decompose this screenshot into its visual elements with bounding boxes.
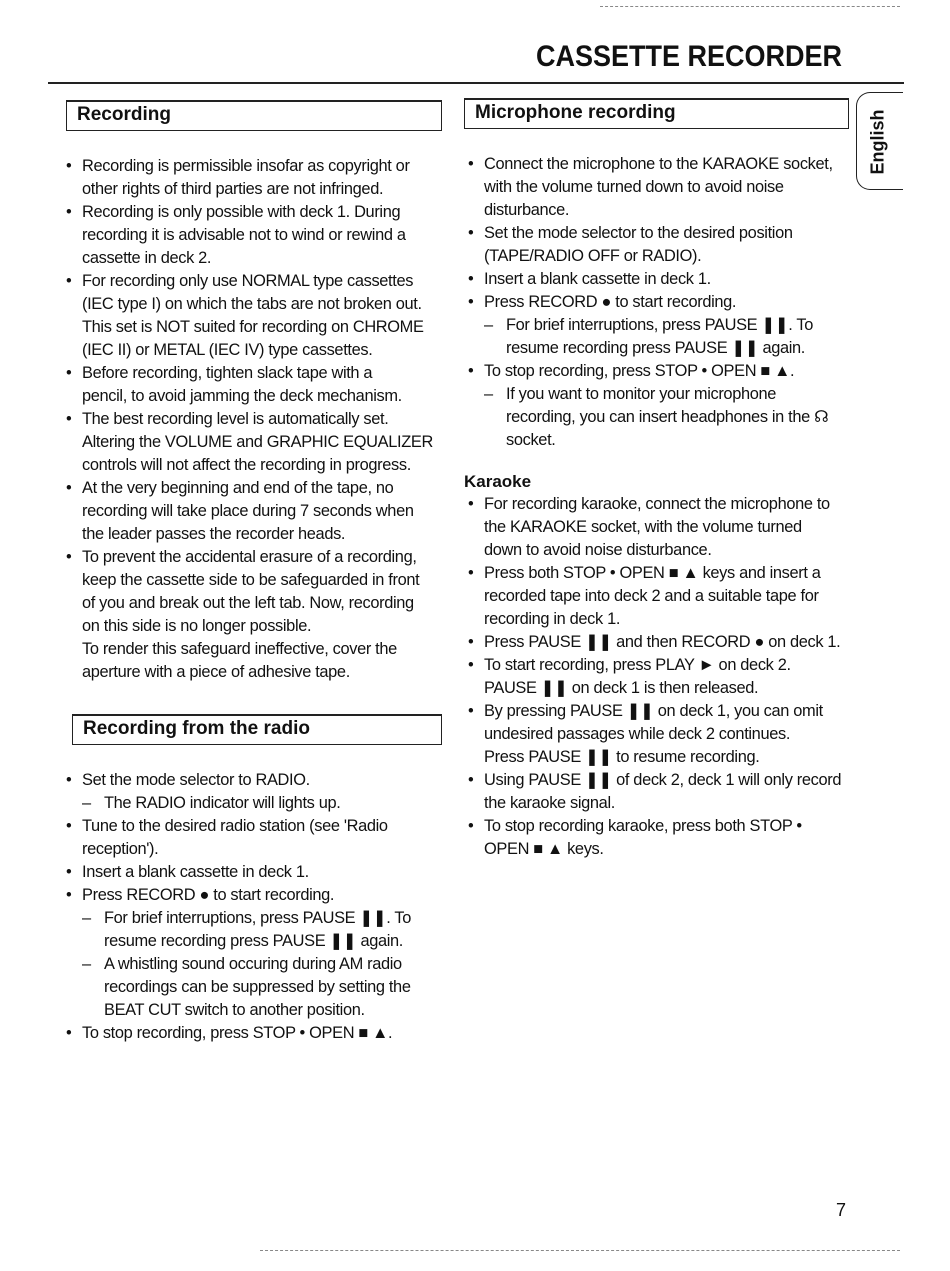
list-item: • To start recording, press PLAY ► on deck 2. PAUSE ❚❚ on deck 1 is then released. [464,654,849,700]
sub-item: – If you want to monitor your microphone recording, you can insert headphones in the ☊ socket. [484,385,829,449]
list-item: • Press both STOP • OPEN ■ ▲ keys and insert a recorded tape into deck 2 and a suitable tape for recording in deck 1. [464,562,849,631]
list-item: • To prevent the accidental erasure of a recording, keep the cassette side to be safeguarded in front of you and break out the left tab. Now, recording on this side is no longer possible. To render this safeguard ineffective, cover the aperture with a piece of adhesive tape. [62,546,442,684]
scan-artifact-bottom [260,1250,900,1251]
sub-item: – A whistling sound occuring during AM radio recordings can be suppressed by setting the BEAT CUT switch to another position. [82,955,411,1019]
list-item: • Press PAUSE ❚❚ and then RECORD ● on deck 1. [464,631,849,654]
list-item: • By pressing PAUSE ❚❚ on deck 1, you can omit undesired passages while deck 2 continues. Press PAUSE ❚❚ to resume recording. [464,700,849,769]
list-item: • For recording karaoke, connect the microphone to the KARAOKE socket, with the volume turned down to avoid noise disturbance. [464,493,849,562]
sub-item: – The RADIO indicator will lights up. [82,794,341,812]
right-column [464,98,849,861]
microphone-heading: Microphone recording [464,98,849,129]
list-item: • Before recording, tighten slack tape with a pencil, to avoid jamming the deck mechanism. [62,362,442,408]
list-item: • Recording is only possible with deck 1. During recording it is advisable not to wind or rewind a cassette in deck 2. [62,201,442,270]
list-item: • Set the mode selector to RADIO. – The RADIO indicator will lights up. [62,769,442,815]
language-tab-label: English [867,109,888,175]
list-item: • To stop recording, press STOP • OPEN ■ ▲. [62,1022,442,1045]
list-item: • For recording only use NORMAL type cassettes (IEC type I) on which the tabs are not broken out. This set is NOT suited for recording on CHROME (IEC II) or METAL (IEC IV) type cassettes. [62,270,442,362]
scan-artifact-top [600,6,900,7]
left-column [62,100,442,1045]
page-title: CASSETTE RECORDER [535,40,842,73]
list-item: • Connect the microphone to the KARAOKE socket, with the volume turned down to avoid noise disturbance. [464,153,849,222]
list-item: • Recording is permissible insofar as copyright or other rights of third parties are not infringed. [62,155,442,201]
list-item: • At the very beginning and end of the tape, no recording will take place during 7 seconds when the leader passes the recorder heads. [62,477,442,546]
microphone-list [464,153,849,452]
karaoke-heading: Karaoke [464,472,532,491]
list-item: • The best recording level is automatically set. Altering the VOLUME and GRAPHIC EQUALIZER controls will not affect the recording in progress. [62,408,442,477]
list-item: • Tune to the desired radio station (see 'Radio reception'). [62,815,442,861]
radio-list [62,769,442,1045]
list-item: • Using PAUSE ❚❚ of deck 2, deck 1 will only record the karaoke signal. [464,769,849,815]
list-item: • Insert a blank cassette in deck 1. [464,268,849,291]
title-rule [48,82,904,84]
sub-item: – For brief interruptions, press PAUSE ❚❚. To resume recording press PAUSE ❚❚ again. [82,909,411,950]
recording-list [62,155,442,684]
list-item: • Press RECORD ● to start recording. – For brief interruptions, press PAUSE ❚❚. To resume recording press PAUSE ❚❚ again. [464,291,849,360]
recording-heading: Recording [66,100,442,131]
karaoke-list [464,493,849,861]
list-item: • Set the mode selector to the desired position (TAPE/RADIO OFF or RADIO). [464,222,849,268]
radio-heading: Recording from the radio [72,714,442,745]
list-item: • Insert a blank cassette in deck 1. [62,861,442,884]
sub-item: – For brief interruptions, press PAUSE ❚❚. To resume recording press PAUSE ❚❚ again. [484,316,813,357]
list-item: • To stop recording karaoke, press both STOP • OPEN ■ ▲ keys. [464,815,849,861]
list-item: • To stop recording, press STOP • OPEN ■ ▲. – If you want to monitor your microphone recording, you can insert headphones in the ☊ socket. [464,360,849,452]
list-item: • Press RECORD ● to start recording. – For brief interruptions, press PAUSE ❚❚. To resume recording press PAUSE ❚❚ again. – A whistling sound occuring during AM radio recordings can be suppressed by setting the BEAT CUT switch to another position. [62,884,442,1022]
safeguard-note: To render this safeguard ineffective, cover the [82,640,397,658]
page-number: 7 [836,1200,847,1220]
